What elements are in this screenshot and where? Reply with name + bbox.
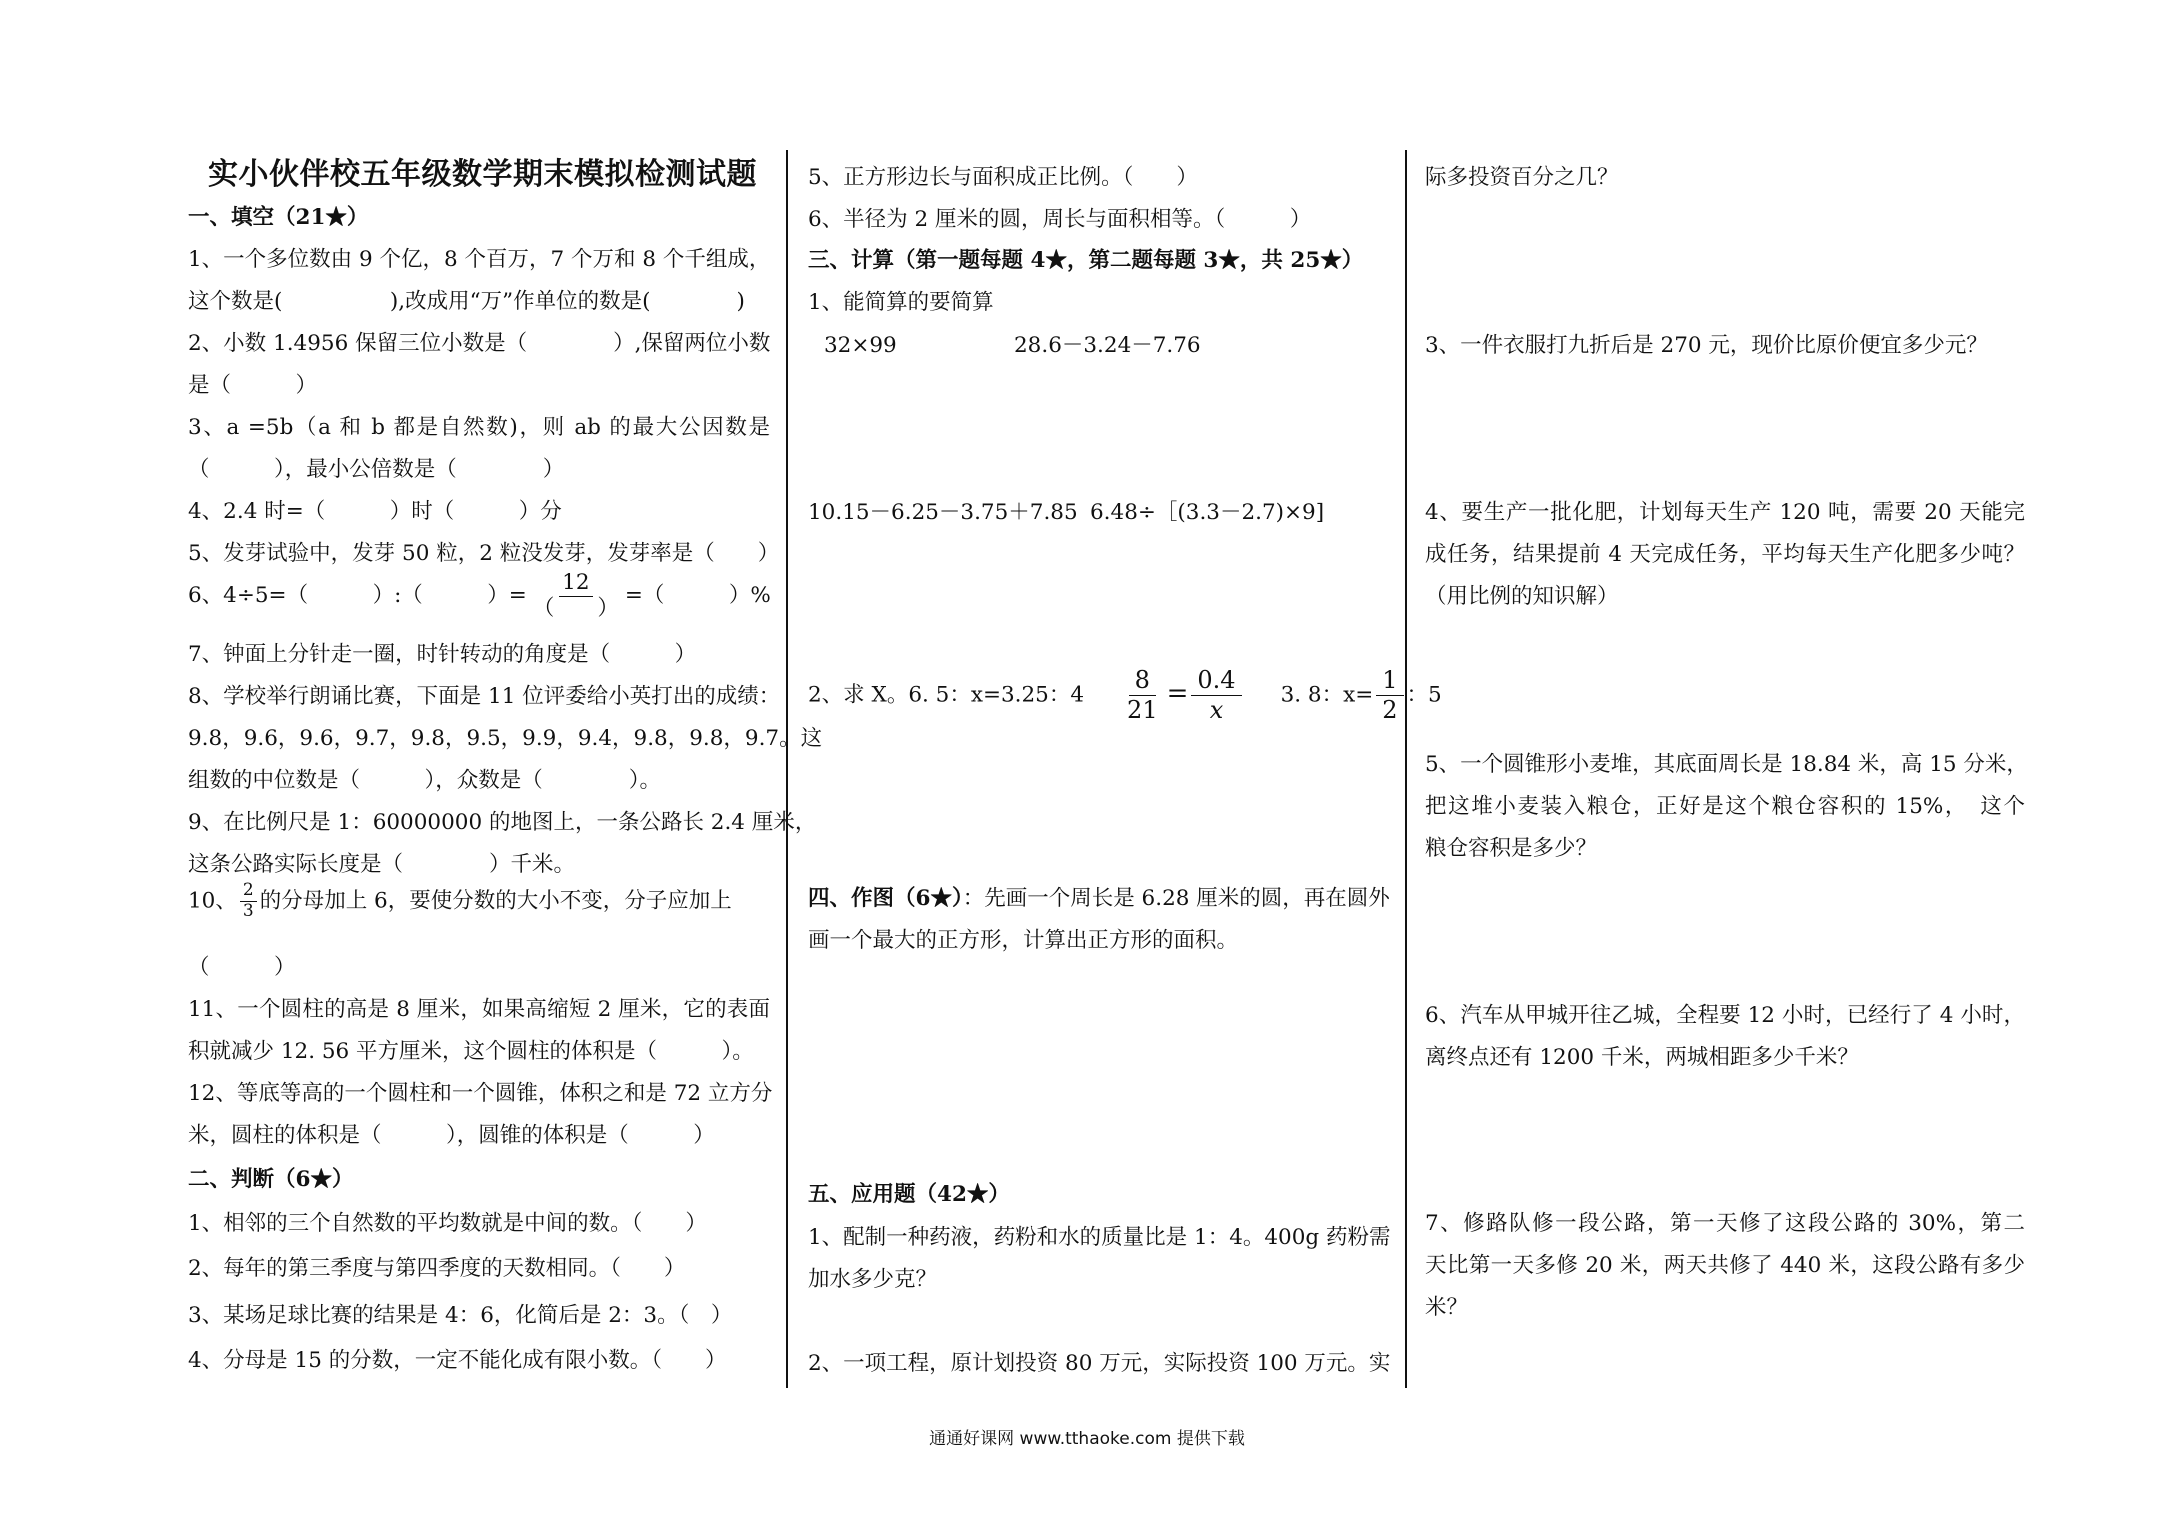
calc-2-fraction-1-numerator: 8 bbox=[1129, 668, 1156, 696]
calc-1-instruction: 1、能简算的要简算 bbox=[808, 290, 994, 315]
application-7-line-1: 7、修路队修一段公路，第一天修了这段公路的 30%，第二 bbox=[1425, 1211, 2025, 1236]
calc-1-expression-3: 10.15－6.25－3.75＋7.85 bbox=[808, 500, 1078, 525]
calc-1-expression-1: 32×99 bbox=[824, 333, 897, 358]
question-5: 5、发芽试验中，发芽 50 粒，2 粒没发芽，发芽率是（ ） bbox=[188, 541, 780, 566]
judge-2: 2、每年的第三季度与第四季度的天数相同。（ ） bbox=[188, 1256, 686, 1281]
calc-1-expression-2: 28.6－3.24－7.76 bbox=[1014, 333, 1201, 358]
application-7-line-2: 天比第一天多修 20 米，两天共修了 440 米，这段公路有多少 bbox=[1425, 1253, 2025, 1278]
application-2-line-2: 际多投资百分之几？ bbox=[1425, 165, 1619, 190]
question-8-line-1: 8、学校举行朗诵比赛，下面是 11 位评委给小英打出的成绩： bbox=[188, 684, 781, 709]
calc-2-fraction-1 bbox=[1121, 668, 1164, 723]
question-6-fraction bbox=[530, 572, 622, 620]
question-11-line-2: 积就减少 12. 56 平方厘米，这个圆柱的体积是（ ）。 bbox=[188, 1039, 754, 1064]
question-4: 4、2.4 时=（ ）时（ ）分 bbox=[188, 499, 562, 524]
section-calculation-heading: 三、计算（第一题每题 4★，第二题每题 3★，共 25★） bbox=[808, 248, 1364, 273]
calc-2-prefix: 2、求 X。6. 5：x=3.25：4 bbox=[808, 682, 1085, 708]
calc-2-fraction-3 bbox=[1376, 668, 1403, 723]
section-judge-heading: 二、判断（6★） bbox=[188, 1167, 354, 1192]
question-2-line-2: 是（ ） bbox=[188, 373, 318, 398]
judge-6: 6、半径为 2 厘米的圆，周长与面积相等。（ ） bbox=[808, 207, 1312, 232]
section-fill-blank-heading: 一、填空（21★） bbox=[188, 205, 369, 230]
application-4-line-1: 4、要生产一批化肥，计划每天生产 120 吨，需要 20 天能完 bbox=[1425, 500, 2025, 525]
page-title: 实小伙伴校五年级数学期末模拟检测试题 bbox=[208, 157, 757, 192]
application-7-line-3: 米？ bbox=[1425, 1295, 1469, 1320]
question-7: 7、钟面上分针走一圈，时针转动的角度是（ ） bbox=[188, 642, 697, 667]
calc-2-fraction-2-numerator: 0.4 bbox=[1191, 668, 1241, 696]
application-6-line-1: 6、汽车从甲城开往乙城，全程要 12 小时，已经行了 4 小时， bbox=[1425, 1003, 2025, 1028]
question-12-line-2: 米，圆柱的体积是（ ），圆锥的体积是（ ） bbox=[188, 1123, 715, 1148]
calc-2-eq3-prefix: 3. 8：x= bbox=[1280, 682, 1374, 708]
question-6-prefix: 6、4÷5=（ ）:（ ）= bbox=[188, 583, 527, 609]
question-2-line-1: 2、小数 1.4956 保留三位小数是（ ）,保留两位小数 bbox=[188, 331, 771, 356]
question-10-line-2: （ ） bbox=[188, 955, 296, 980]
question-10-prefix: 10、 bbox=[188, 888, 237, 914]
application-3: 3、一件衣服打九折后是 270 元，现价比原价便宜多少元？ bbox=[1425, 333, 1988, 358]
question-6-suffix: =（ ）% bbox=[624, 583, 771, 609]
question-6-denominator: （ ） bbox=[532, 595, 619, 621]
question-8-line-2: 9.8，9.6，9.6，9.7，9.8，9.5，9.9，9.4，9.8，9.8，9.7。这 bbox=[188, 726, 823, 751]
footer-source: 通通好课网 www.tthaoke.com 提供下载 bbox=[929, 1429, 1245, 1449]
judge-3: 3、某场足球比赛的结果是 4：6，化简后是 2：3。（ ） bbox=[188, 1303, 733, 1328]
column-divider-1 bbox=[786, 150, 788, 1388]
question-10-numerator: 2 bbox=[240, 882, 257, 902]
application-5-line-2: 把这堆小麦装入粮仓，正好是这个粮仓容积的 15%， 这个 bbox=[1425, 794, 2025, 819]
calc-2-fraction-2-denominator: x bbox=[1209, 696, 1224, 725]
section-application-heading: 五、应用题（42★） bbox=[808, 1182, 1010, 1207]
application-6-line-2: 离终点还有 1200 千米，两城相距多少千米？ bbox=[1425, 1045, 1859, 1070]
application-2-line-1: 2、一项工程，原计划投资 80 万元，实际投资 100 万元。实 bbox=[808, 1351, 1391, 1376]
section-drawing-text: ：先画一个周长是 6.28 厘米的圆，再在圆外 bbox=[962, 886, 1390, 911]
calc-2-fraction-2 bbox=[1191, 668, 1241, 723]
question-1-line-2: 这个数是( ),改成用“万”作单位的数是( ) bbox=[188, 289, 745, 314]
section-drawing-line-2: 画一个最大的正方形，计算出正方形的面积。 bbox=[808, 928, 1239, 953]
application-1-line-2: 加水多少克？ bbox=[808, 1267, 938, 1292]
application-1-line-1: 1、配制一种药液，药粉和水的质量比是 1：4。400g 药粉需 bbox=[808, 1225, 1391, 1250]
question-6-numerator: 12 bbox=[559, 572, 592, 597]
calc-2-fraction-1-denominator: 21 bbox=[1127, 696, 1158, 725]
question-3-line-2: （ ），最小公倍数是（ ） bbox=[188, 457, 565, 482]
question-10-line-1 bbox=[188, 882, 732, 921]
judge-5: 5、正方形边长与面积成正比例。（ ） bbox=[808, 165, 1198, 190]
question-12-line-1: 12、等底等高的一个圆柱和一个圆锥，体积之和是 72 立方分 bbox=[188, 1081, 773, 1106]
application-5-line-1: 5、一个圆锥形小麦堆，其底面周长是 18.84 米，高 15 分米， bbox=[1425, 752, 2028, 777]
question-1-line-1: 1、一个多位数由 9 个亿，8 个百万，7 个万和 8 个千组成， bbox=[188, 247, 771, 272]
calc-2-equals: = bbox=[1166, 678, 1189, 709]
application-4-line-3: （用比例的知识解） bbox=[1425, 584, 1619, 609]
question-9-line-1: 9、在比例尺是 1：60000000 的地图上，一条公路长 2.4 厘米， bbox=[188, 810, 817, 835]
question-10-text: 的分母加上 6，要使分数的大小不变，分子应加上 bbox=[259, 888, 732, 914]
column-divider-2 bbox=[1405, 150, 1407, 1388]
judge-4: 4、分母是 15 的分数，一定不能化成有限小数。（ ） bbox=[188, 1348, 727, 1373]
calc-2-equations bbox=[808, 668, 1442, 723]
application-5-line-3: 粮仓容积是多少？ bbox=[1425, 836, 1598, 861]
question-6 bbox=[188, 572, 771, 620]
question-3-line-1: 3、a =5b（a 和 b 都是自然数)，则 ab 的最大公因数是 bbox=[188, 415, 770, 440]
question-9-line-2: 这条公路实际长度是（ ）千米。 bbox=[188, 852, 576, 877]
section-drawing-heading: 四、作图（6★） bbox=[808, 886, 963, 911]
question-8-line-3: 组数的中位数是（ ），众数是（ ）。 bbox=[188, 768, 662, 793]
question-10-denominator: 3 bbox=[242, 900, 254, 921]
question-11-line-1: 11、一个圆柱的高是 8 厘米，如果高缩短 2 厘米，它的表面 bbox=[188, 997, 770, 1022]
judge-1: 1、相邻的三个自然数的平均数就是中间的数。（ ） bbox=[188, 1211, 707, 1236]
application-4-line-2: 成任务，结果提前 4 天完成任务，平均每天生产化肥多少吨？ bbox=[1425, 542, 2025, 567]
calc-2-fraction-3-denominator: 2 bbox=[1382, 696, 1398, 725]
question-10-fraction bbox=[240, 882, 257, 921]
calc-2-fraction-3-numerator: 1 bbox=[1376, 668, 1403, 696]
calc-2-eq3-suffix: ：5 bbox=[1406, 682, 1442, 708]
section-drawing-line-1 bbox=[808, 888, 1388, 910]
calc-1-expression-4: 6.48÷［(3.3－2.7)×9] bbox=[1090, 500, 1325, 525]
